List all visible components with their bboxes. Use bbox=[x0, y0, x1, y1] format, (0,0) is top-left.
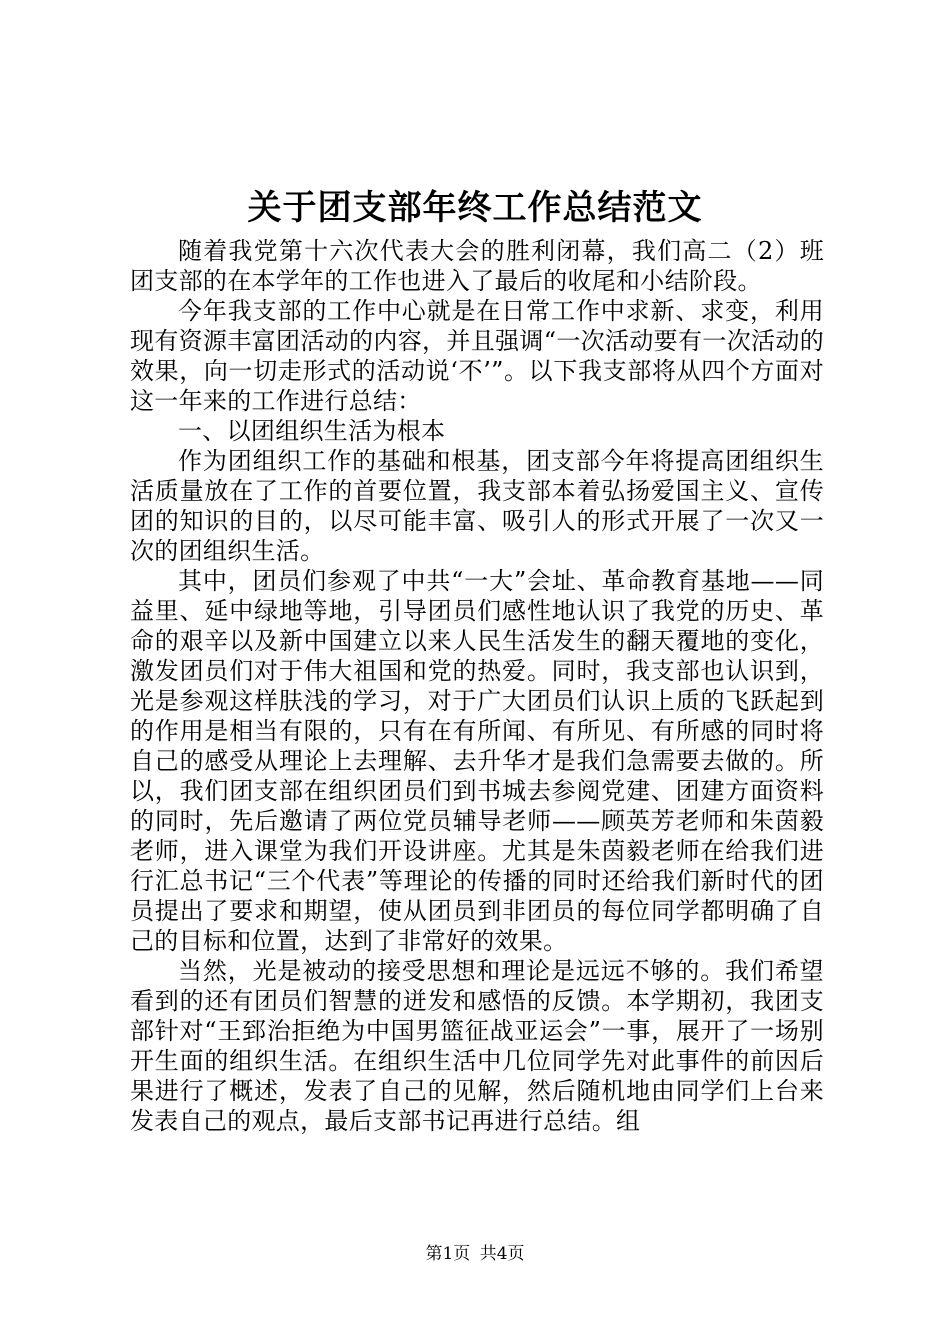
page-footer bbox=[0, 1243, 950, 1265]
paragraph: 随着我党第十六次代表大会的胜利闭幕，我们高二（2）班团支部的在本学年的工作也进入了最后的收尾和小结阶段。 bbox=[130, 237, 824, 295]
page-number: 第1页 bbox=[425, 1244, 471, 1264]
paragraph: 其中，团员们参观了中共“一大”会址、革命教育基地——同益里、延中绿地等地，引导团员们感性地认识了我党的历史、革命的艰辛以及新中国建立以来人民生活发生的翻天覆地的变化，激发团员们对于伟大祖国和党的热爱。同时，我支部也认识到，光是参观这样肤浅的学习，对于广大团员们认识上质的飞跃起到的作用是相当有限的，只有在有所闻、有所见、有所感的同时将自己的感受从理论上去理解、去升华才是我们急需要去做的。所以，我们团支部在组织团员们到书城去参阅党建、团建方面资料的同时，先后邀请了两位党员辅导老师——顾英芳老师和朱茵毅老师，进入课堂为我们开设讲座。尤其是朱茵毅老师在给我们进行汇总书记“三个代表”等理论的传播的同时还给我们新时代的团员提出了要求和期望，使从团员到非团员的每位同学都明确了自己的目标和位置，达到了非常好的效果。 bbox=[130, 567, 824, 955]
page-total: 共4页 bbox=[479, 1244, 525, 1264]
section-heading: 一、以团组织生活为根本 bbox=[178, 417, 446, 445]
paragraph: 今年我支部的工作中心就是在日常工作中求新、求变，利用现有资源丰富团活动的内容，并且强调“一次活动要有一次活动的效果，向一切走形式的活动说‘不’”。以下我支部将从四个方面对这一年来的工作进行总结： bbox=[130, 297, 824, 415]
document-body bbox=[130, 236, 824, 1136]
document-title: 关于团支部年终工作总结范文 bbox=[247, 188, 703, 228]
paragraph: 作为团组织工作的基础和根基，团支部今年将提高团组织生活质量放在了工作的首要位置，我支部本着弘扬爱国主义、宣传团的知识的目的，以尽可能丰富、吸引人的形式开展了一次又一次的团组织生活。 bbox=[130, 447, 824, 565]
paragraph: 当然，光是被动的接受思想和理论是远远不够的。我们希望看到的还有团员们智慧的迸发和感悟的反馈。本学期初，我团支部针对“王郅治拒绝为中国男篮征战亚运会”一事，展开了一场别开生面的组织生活。在组织生活中几位同学先对此事件的前因后果进行了概述，发表了自己的见解，然后随机地由同学们上台来发表自己的观点，最后支部书记再进行总结。组 bbox=[130, 957, 824, 1135]
